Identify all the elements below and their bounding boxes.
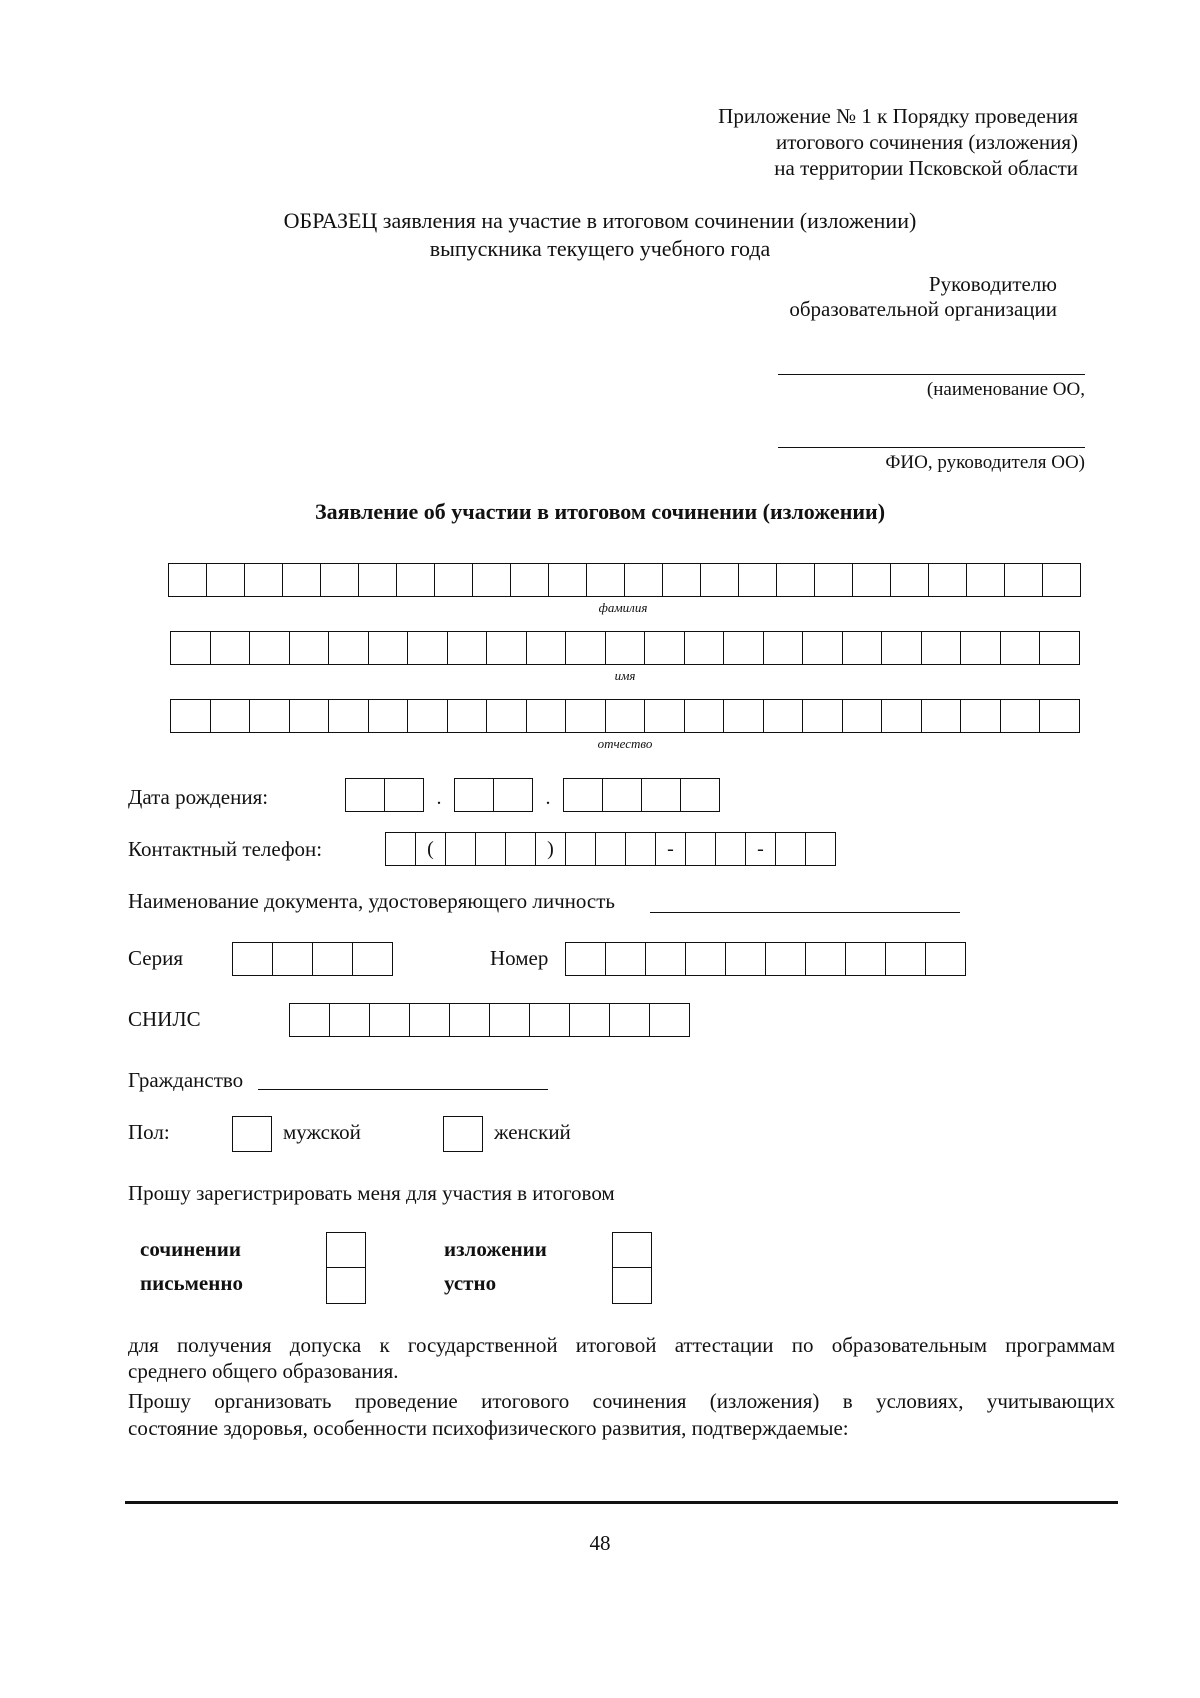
birth-month-cell[interactable]: [455, 778, 494, 812]
number-cell[interactable]: [726, 942, 766, 976]
series-cell[interactable]: [273, 942, 313, 976]
name-cell[interactable]: [448, 631, 488, 665]
birth-day-cell[interactable]: [385, 778, 424, 812]
surname-cell[interactable]: [435, 563, 473, 597]
name-cell[interactable]: [1040, 631, 1080, 665]
form-title: Заявление об участии в итоговом сочинении (изложении): [314, 499, 886, 524]
head-name-line[interactable]: [778, 447, 1085, 448]
option-essay-label: сочинении: [140, 1237, 241, 1261]
snils-cell[interactable]: [330, 1003, 370, 1037]
patronymic-cell[interactable]: [250, 699, 290, 733]
surname-cell[interactable]: [663, 563, 701, 597]
surname-cell[interactable]: [587, 563, 625, 597]
snils-label: СНИЛС: [128, 1007, 201, 1031]
name-cell[interactable]: [685, 631, 725, 665]
name-cell[interactable]: [171, 631, 211, 665]
surname-cell[interactable]: [283, 563, 321, 597]
birth-day-cell[interactable]: [346, 778, 385, 812]
snils-cell[interactable]: [450, 1003, 490, 1037]
snils-cell[interactable]: [290, 1003, 330, 1037]
patronymic-cell[interactable]: [764, 699, 804, 733]
citizenship-line[interactable]: [258, 1089, 548, 1090]
birth-date-separator: .: [545, 787, 551, 809]
patronymic-cell[interactable]: [171, 699, 211, 733]
gender-label: Пол:: [128, 1120, 170, 1144]
surname-cell[interactable]: [207, 563, 245, 597]
number-cell[interactable]: [646, 942, 686, 976]
name-cell[interactable]: [843, 631, 883, 665]
birth-year-cell[interactable]: [603, 778, 642, 812]
birth-date-separator: .: [436, 787, 442, 809]
patronymic-cell[interactable]: [527, 699, 567, 733]
phone-dash: -: [656, 832, 686, 866]
patronymic-cell[interactable]: [329, 699, 369, 733]
surname-cell[interactable]: [473, 563, 511, 597]
patronymic-cell[interactable]: [922, 699, 962, 733]
surname-cell[interactable]: [549, 563, 587, 597]
surname-cell[interactable]: [891, 563, 929, 597]
conditions-paragraph-line-1: Прошу организовать проведение итогового сочинения (изложения) в условиях, учитывающих: [128, 1389, 1115, 1413]
number-cells[interactable]: [565, 942, 966, 976]
name-cell[interactable]: [606, 631, 646, 665]
patronymic-cell[interactable]: [290, 699, 330, 733]
gender-male-checkbox[interactable]: [232, 1116, 272, 1152]
snils-cell[interactable]: [610, 1003, 650, 1037]
phone-cell[interactable]: [716, 832, 746, 866]
snils-cells[interactable]: [289, 1003, 690, 1037]
surname-cell[interactable]: [1005, 563, 1043, 597]
patronymic-cell[interactable]: [843, 699, 883, 733]
org-name-caption: (наименование ОО,: [926, 379, 1085, 400]
essay-written-checkboxes[interactable]: [326, 1232, 366, 1304]
surname-cell[interactable]: [169, 563, 207, 597]
phone-cell[interactable]: [596, 832, 626, 866]
patronymic-caption: отчество: [597, 736, 653, 751]
series-cell[interactable]: [313, 942, 353, 976]
surname-cell[interactable]: [625, 563, 663, 597]
patronymic-cell[interactable]: [961, 699, 1001, 733]
snils-cell[interactable]: [570, 1003, 610, 1037]
snils-cell[interactable]: [370, 1003, 410, 1037]
surname-caption: фамилия: [598, 600, 648, 615]
name-cell[interactable]: [369, 631, 409, 665]
patronymic-cell[interactable]: [882, 699, 922, 733]
name-cell[interactable]: [961, 631, 1001, 665]
patronymic-cell[interactable]: [685, 699, 725, 733]
name-cell[interactable]: [250, 631, 290, 665]
series-cell[interactable]: [353, 942, 393, 976]
name-caption: имя: [614, 668, 636, 683]
conditions-paragraph-line-2: состояние здоровья, особенности психофизического развития, подтверждаемые:: [128, 1416, 849, 1440]
appendix-line-3: на территории Псковской области: [774, 156, 1078, 180]
name-cell[interactable]: [764, 631, 804, 665]
number-cell[interactable]: [926, 942, 966, 976]
phone-cell[interactable]: [686, 832, 716, 866]
page-number: 48: [589, 1531, 611, 1555]
phone-cell[interactable]: [776, 832, 806, 866]
surname-cell[interactable]: [321, 563, 359, 597]
phone-field[interactable]: [385, 832, 836, 866]
addressee-line-1: Руководителю: [928, 272, 1057, 296]
name-cell[interactable]: [211, 631, 251, 665]
patronymic-cell[interactable]: [1040, 699, 1080, 733]
sample-title-line-2: выпускника текущего учебного года: [429, 236, 771, 261]
surname-cell[interactable]: [359, 563, 397, 597]
number-cell[interactable]: [566, 942, 606, 976]
phone-cell[interactable]: [506, 832, 536, 866]
sample-title-line-1: ОБРАЗЕЦ заявления на участие в итоговом сочинении (изложении): [283, 208, 917, 233]
number-cell[interactable]: [846, 942, 886, 976]
name-cell[interactable]: [290, 631, 330, 665]
number-cell[interactable]: [686, 942, 726, 976]
name-cell[interactable]: [1001, 631, 1041, 665]
name-cell[interactable]: [408, 631, 448, 665]
birth-year-cell[interactable]: [642, 778, 681, 812]
phone-cell[interactable]: [626, 832, 656, 866]
patronymic-cell[interactable]: [408, 699, 448, 733]
exposition-oral-checkboxes[interactable]: [612, 1232, 652, 1304]
phone-cell[interactable]: [386, 832, 416, 866]
name-cell[interactable]: [527, 631, 567, 665]
patronymic-cell[interactable]: [487, 699, 527, 733]
footer-rule: [125, 1501, 1118, 1504]
phone-label: Контактный телефон:: [128, 837, 323, 861]
gender-male-label: мужской: [283, 1120, 361, 1144]
patronymic-cell[interactable]: [448, 699, 488, 733]
series-label: Серия: [128, 946, 183, 970]
name-cells[interactable]: [170, 631, 1080, 665]
written-checkbox[interactable]: [327, 1268, 365, 1303]
number-cell[interactable]: [766, 942, 806, 976]
option-written-label: письменно: [140, 1271, 243, 1295]
birth-date-label: Дата рождения:: [128, 785, 269, 809]
essay-checkbox[interactable]: [327, 1233, 365, 1268]
appendix-line-1: Приложение № 1 к Порядку проведения: [718, 104, 1078, 128]
surname-cell[interactable]: [967, 563, 1005, 597]
surname-cell[interactable]: [511, 563, 549, 597]
surname-cell[interactable]: [929, 563, 967, 597]
phone-cell[interactable]: [566, 832, 596, 866]
appendix-line-2: итогового сочинения (изложения): [775, 130, 1078, 154]
purpose-paragraph-line-1: для получения допуска к государственной итоговой аттестации по образовательным программам: [128, 1333, 1115, 1357]
birth-year-cell[interactable]: [681, 778, 720, 812]
surname-cell[interactable]: [245, 563, 283, 597]
number-label: Номер: [490, 946, 549, 970]
name-cell[interactable]: [566, 631, 606, 665]
exposition-checkbox[interactable]: [613, 1233, 651, 1268]
snils-cell[interactable]: [410, 1003, 450, 1037]
phone-open-paren: (: [416, 832, 446, 866]
patronymic-cell[interactable]: [1001, 699, 1041, 733]
patronymic-cell[interactable]: [645, 699, 685, 733]
number-cell[interactable]: [886, 942, 926, 976]
register-text: Прошу зарегистрировать меня для участия в итоговом: [128, 1181, 615, 1205]
series-cells[interactable]: [232, 942, 393, 976]
phone-cell[interactable]: [806, 832, 836, 866]
name-cell[interactable]: [922, 631, 962, 665]
phone-dash: -: [746, 832, 776, 866]
org-name-line[interactable]: [778, 374, 1085, 375]
gender-female-label: женский: [494, 1120, 571, 1144]
patronymic-cell[interactable]: [724, 699, 764, 733]
surname-cell[interactable]: [853, 563, 891, 597]
surname-cell[interactable]: [397, 563, 435, 597]
addressee-line-2: образовательной организации: [789, 297, 1057, 321]
patronymic-cell[interactable]: [566, 699, 606, 733]
phone-cell[interactable]: [446, 832, 476, 866]
phone-cell[interactable]: [476, 832, 506, 866]
head-name-caption: ФИО, руководителя ОО): [885, 452, 1085, 473]
oral-checkbox[interactable]: [613, 1268, 651, 1303]
patronymic-cells[interactable]: [170, 699, 1080, 733]
snils-cell[interactable]: [530, 1003, 570, 1037]
surname-cell[interactable]: [815, 563, 853, 597]
surname-cell[interactable]: [1043, 563, 1081, 597]
snils-cell[interactable]: [650, 1003, 690, 1037]
document-label: Наименование документа, удостоверяющего личность: [128, 889, 616, 913]
surname-cells[interactable]: [168, 563, 1081, 597]
birth-month-cell[interactable]: [494, 778, 533, 812]
birth-date-field[interactable]: [345, 778, 720, 812]
name-cell[interactable]: [645, 631, 685, 665]
gender-female-checkbox[interactable]: [443, 1116, 483, 1152]
number-cell[interactable]: [606, 942, 646, 976]
patronymic-cell[interactable]: [211, 699, 251, 733]
surname-cell[interactable]: [739, 563, 777, 597]
citizenship-label: Гражданство: [128, 1068, 244, 1092]
name-cell[interactable]: [882, 631, 922, 665]
snils-cell[interactable]: [490, 1003, 530, 1037]
patronymic-cell[interactable]: [803, 699, 843, 733]
name-cell[interactable]: [487, 631, 527, 665]
series-cell[interactable]: [233, 942, 273, 976]
phone-close-paren: ): [536, 832, 566, 866]
document-name-line[interactable]: [650, 912, 960, 913]
name-cell[interactable]: [329, 631, 369, 665]
purpose-paragraph-line-2: среднего общего образования.: [128, 1359, 399, 1383]
option-oral-label: устно: [444, 1271, 497, 1295]
name-cell[interactable]: [724, 631, 764, 665]
patronymic-cell[interactable]: [606, 699, 646, 733]
option-exposition-label: изложении: [444, 1237, 547, 1261]
name-cell[interactable]: [803, 631, 843, 665]
patronymic-cell[interactable]: [369, 699, 409, 733]
birth-year-cell[interactable]: [564, 778, 603, 812]
number-cell[interactable]: [806, 942, 846, 976]
surname-cell[interactable]: [777, 563, 815, 597]
surname-cell[interactable]: [701, 563, 739, 597]
